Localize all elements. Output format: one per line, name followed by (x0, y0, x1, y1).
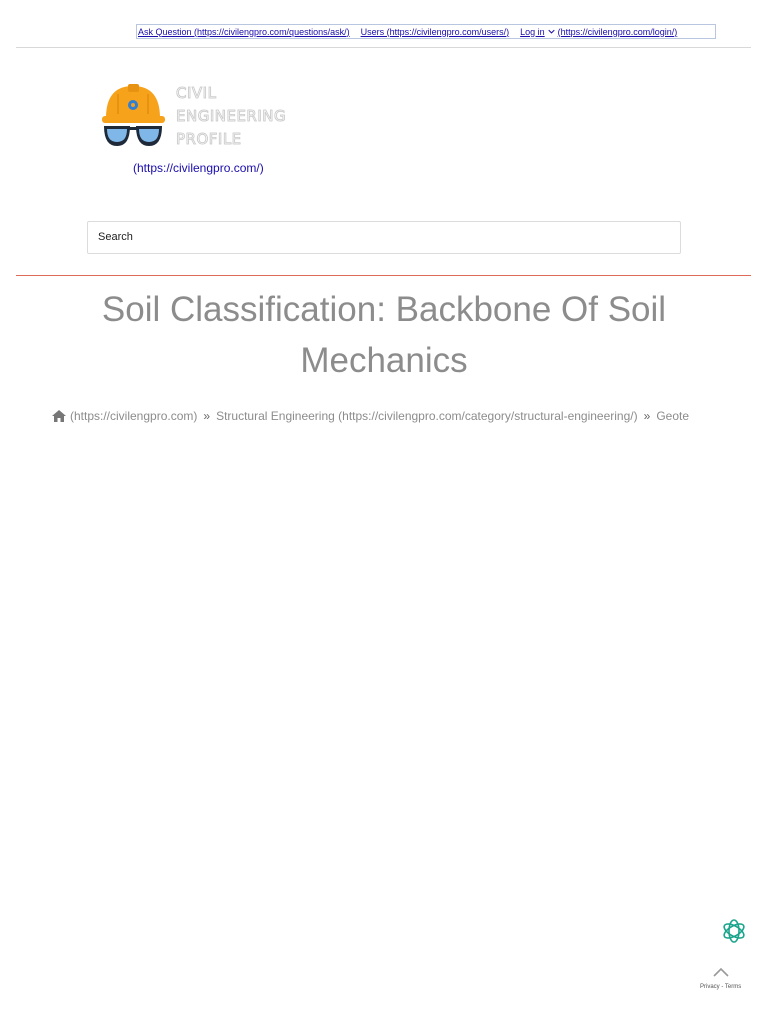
login-url-link[interactable]: (https://civilengpro.com/login/) (557, 26, 678, 37)
breadcrumb-next-link[interactable]: Geote (656, 409, 690, 423)
breadcrumb-home-link[interactable]: (https://civilengpro.com) (70, 409, 198, 423)
home-icon[interactable] (52, 410, 66, 422)
top-links-bar (136, 24, 716, 39)
breadcrumb-separator: » (203, 409, 211, 423)
search-input[interactable]: Search (87, 221, 681, 254)
breadcrumb-category-link[interactable]: Structural Engineering (https://civilengpro.com/category/structural-engineering/) (216, 409, 638, 423)
logo-line-engineering: ENGINEERING (176, 107, 287, 125)
breadcrumb (52, 407, 716, 425)
login-link[interactable]: Log in (520, 26, 545, 37)
accent-divider (16, 275, 751, 276)
chevron-down-icon (548, 28, 555, 35)
home-link[interactable]: (https://civilengpro.com/) (133, 161, 264, 175)
logo-line-profile: PROFILE (176, 130, 242, 148)
privacy-terms-link[interactable]: Privacy - Terms (700, 984, 742, 990)
chevron-up-icon[interactable] (712, 965, 730, 979)
users-link[interactable]: Users (https://civilengpro.com/users/) (360, 26, 510, 37)
recaptcha-icon[interactable] (719, 916, 749, 946)
ask-question-link[interactable]: Ask Question (https://civilengpro.com/questions/ask/) (138, 26, 350, 37)
logo-text[interactable] (176, 82, 286, 151)
logo-line-civil: CIVIL (176, 84, 217, 102)
header-divider (16, 47, 751, 48)
login-menu[interactable] (520, 27, 677, 37)
breadcrumb-separator: » (643, 409, 651, 423)
page-title: Soil Classification: Backbone Of Soil Mechanics (101, 290, 667, 380)
